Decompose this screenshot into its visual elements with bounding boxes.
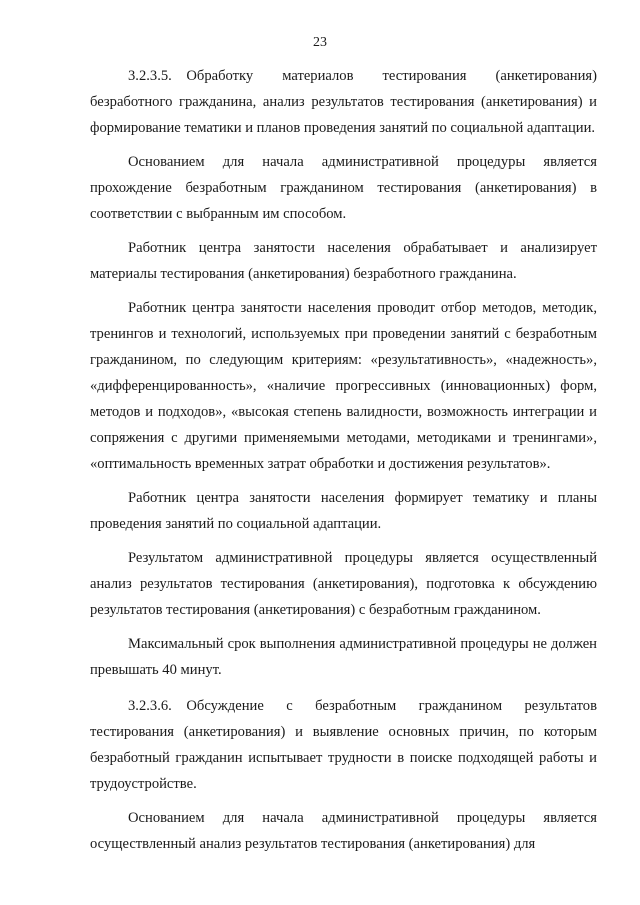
page-number: 23: [313, 35, 327, 50]
section-3-2-3-6-heading: 3.2.3.6. Обсуждение с безработным гражданином результатов тестирования (анкетирования) и выявление основных причин, по которым безработный гражданин испытывает трудности в поиске подходящей работы и трудоустройстве.: [90, 698, 597, 792]
paragraph-basis: Основанием для начала административной процедуры является прохождение безработным гражданином тестирования (анкетирования) в соответствии с выбранным им способом.: [90, 154, 597, 222]
section-3-2-3-5-heading: 3.2.3.5. Обработку материалов тестирования (анкетирования) безработного гражданина, анализ результатов тестирования (анкетирования) и формирование тематики и планов проведения занятий по социальной адаптации.: [90, 68, 597, 136]
paragraph-time-limit: Максимальный срок выполнения административной процедуры не должен превышать 40 минут.: [90, 636, 597, 678]
document-body: [90, 63, 597, 857]
paragraph-processing: Работник центра занятости населения обрабатывает и анализирует материалы тестирования (анкетирования) безработного гражданина.: [90, 240, 597, 282]
paragraph-criteria: Работник центра занятости населения проводит отбор методов, методик, тренингов и технологий, используемых при проведении занятий с безработным гражданином, по следующим критериям: «результативность», «надежность», «дифференцированность», «наличие прогрессивных (инновационных) форм, методов и подходов», «высокая степень валидности, возможность интеграции и сопряжения с другими применяемыми методами, методиками и тренингами», «оптимальность временных затрат обработки и достижения результатов».: [90, 300, 597, 472]
paragraph-planning: Работник центра занятости населения формирует тематику и планы проведения занятий по социальной адаптации.: [90, 490, 597, 532]
paragraph-result: Результатом административной процедуры является осуществленный анализ результатов тестирования (анкетирования), подготовка к обсуждению результатов тестирования (анкетирования) с безработным гражданином.: [90, 550, 597, 618]
paragraph-basis-discussion: Основанием для начала административной процедуры является осуществленный анализ результатов тестирования (анкетирования) для: [90, 810, 597, 852]
